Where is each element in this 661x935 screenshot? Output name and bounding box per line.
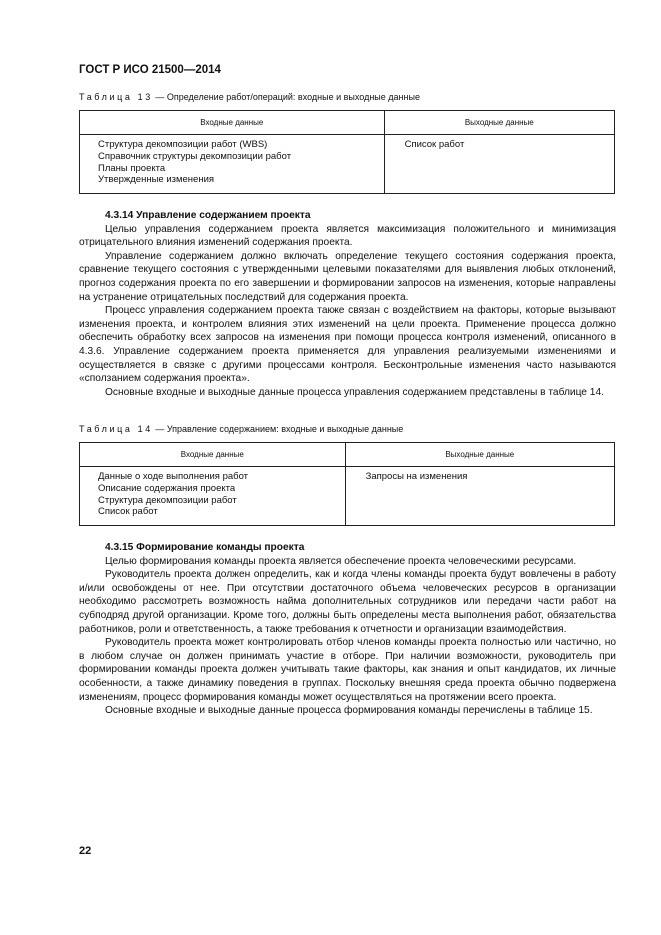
table-13-input-item: Справочник структуры декомпозиции работ (98, 150, 292, 162)
table-14-input-item: Данные о ходе выполнения работ (98, 471, 249, 482)
table-13-input-item: Планы проекта (98, 162, 166, 174)
paragraph: Основные входные и выходные данные процесса формирования команды перечислены в таблице 15. (105, 705, 593, 717)
section-heading: 4.3.14 Управление содержанием проекта (105, 210, 311, 221)
section-4-3-14 (79, 209, 616, 399)
paragraph: Основные входные и выходные данные процесса управления содержанием представлены в таблице 14. (105, 386, 604, 398)
table-13 (79, 110, 615, 194)
document-header: ГОСТ Р ИСО 21500—2014 (79, 64, 221, 76)
paragraph: Целью формирования команды проекта является обеспечение проекта человеческими ресурсами. (105, 555, 577, 567)
table-14-input-item: Список работ (98, 506, 158, 518)
table-14-inputs-cell (80, 467, 346, 526)
table-13-inputs-cell (80, 135, 385, 194)
table-14-input-item: Структура декомпозиции работ (98, 494, 237, 506)
table-13-input-item: Структура декомпозиции работ (WBS) (98, 139, 268, 150)
table-13-outputs-cell (384, 135, 614, 194)
table-14-title: — Управление содержанием: входные и выходные данные (152, 424, 404, 434)
table-13-output-item: Список работ (404, 139, 465, 150)
table-14-header-inputs: Входные данные (80, 443, 346, 467)
table-14 (79, 442, 615, 526)
table-14-label: Таблица 14 (79, 424, 153, 434)
paragraph: Целью управления содержанием проекта является максимизация положительного и минимизация отрицательного влияния изменений содержания проекта. (79, 223, 616, 249)
paragraph: Управление содержанием должно включать определение текущего состояния содержания проекта, сравнение текущего состояния с утвержденными целевыми показателями для выявления любых отклонений, прогноз содержания проекта по его завершении и формировании запросов на изменения, которые направлены на устранение отрицательных последствий для содержания проекта. (79, 250, 616, 303)
page-number: 22 (79, 845, 92, 857)
table-14-output-item: Запросы на изменения (365, 471, 468, 482)
paragraph: Руководитель проекта может контролировать отбор членов команды проекта полностью или частично, но в любом случае он должен принимать участие в отборе. При наличии возможности, руководитель при формировании команды проекта должен учитывать такие факторы, как знания и опыт кандидатов, их личные особенности, а также динамику поведения в группах. Поскольку внешняя среда проекта обычно подвержена изменениям, процесс формирования команды может осуществляться на протяжении всего проекта. (79, 637, 616, 703)
section-4-3-15 (79, 541, 616, 718)
table-13-input-item: Утвержденные изменения (98, 174, 215, 186)
table-14-header-outputs: Выходные данные (345, 443, 614, 467)
paragraph: Руководитель проекта должен определить, как и когда члены команды проекта будут вовлечены в работу и/или освобождены от нее. При отсутствии достаточного объема человеческих ресурсов в организации необходимо рассмотреть возможность найма дополнительных сотрудников или передачи части работ на субподряд другой организации. Кроме того, должны быть определены места выполнения работ, обязательства работников, роли и ответственность, а также требования к отчетности и организации взаимодействия. (79, 569, 616, 635)
table-14-input-item: Описание содержания проекта (98, 482, 236, 494)
table-13-label: Таблица 13 (79, 92, 153, 102)
table-14-caption (79, 424, 403, 434)
table-13-header-inputs: Входные данные (80, 111, 385, 135)
table-14-outputs-cell (345, 467, 614, 526)
table-13-caption (79, 92, 420, 102)
paragraph: Процесс управления содержанием проекта также связан с воздействием на факторы, которые вызывают изменения проекта, и контролем влияния этих изменений на цели проекта. Применение процесса должно обеспечить обработку всех запросов на изменения при помощи процесса контроля изменений, описанного в 4.3.6. Управление содержанием проекта применяется для управления реализуемыми изменениями и осуществляется в связке с другими процессами контроля. Бесконтрольные изменения часто называются «сползанием содержания проекта». (79, 305, 616, 385)
table-13-header-outputs: Выходные данные (384, 111, 614, 135)
table-13-title: — Определение работ/операций: входные и выходные данные (152, 92, 420, 102)
section-heading: 4.3.15 Формирование команды проекта (105, 542, 305, 553)
